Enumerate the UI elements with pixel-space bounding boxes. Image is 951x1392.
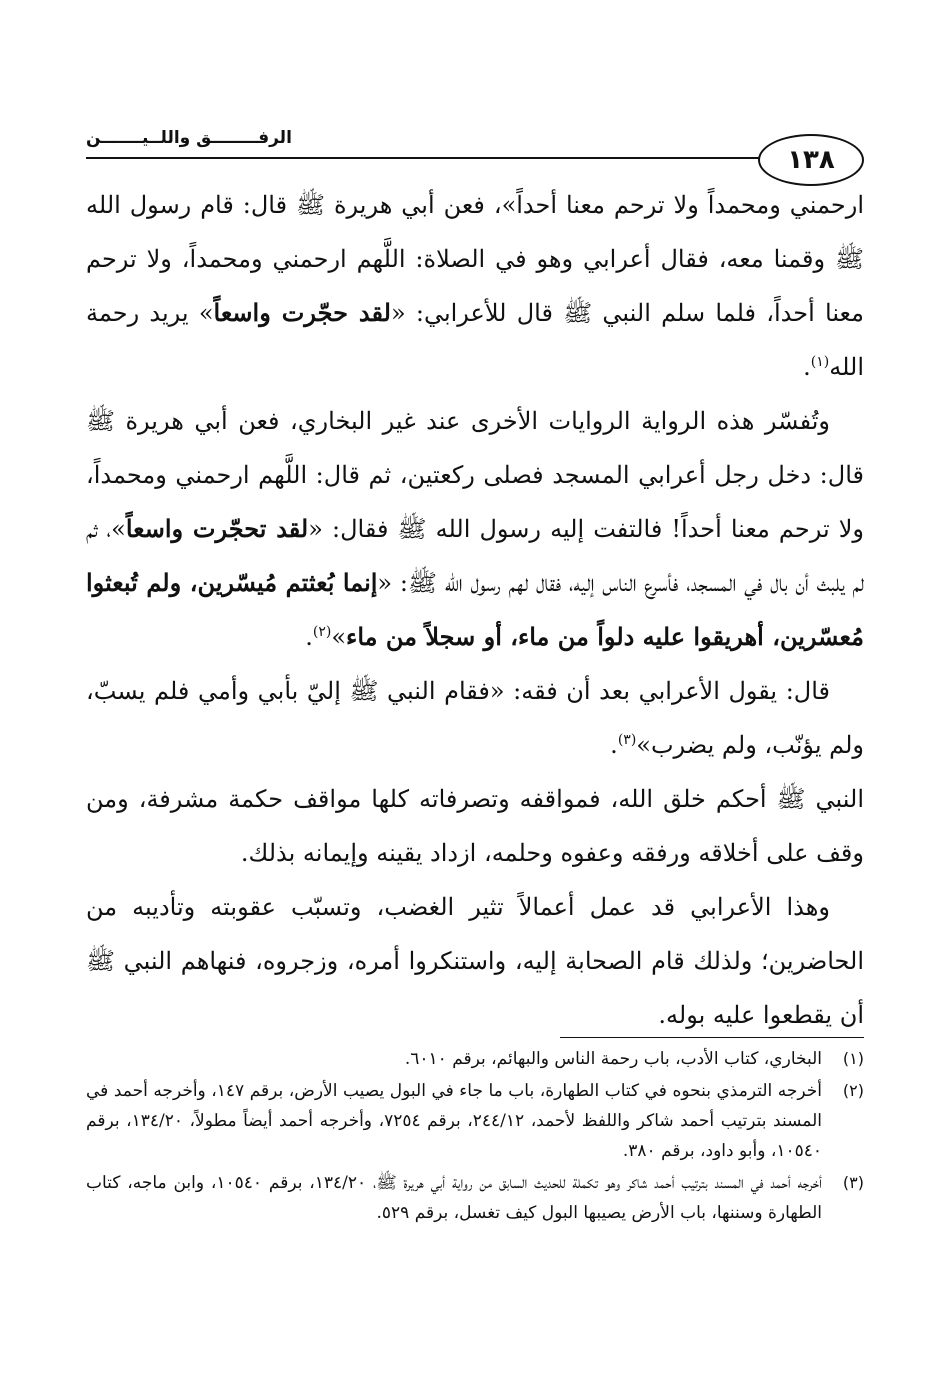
- footnotes: [86, 1044, 864, 1230]
- footnote-number: (٢): [842, 1081, 864, 1100]
- paragraph-2: [86, 394, 864, 664]
- footnote-2: [86, 1076, 864, 1166]
- hadith-quote-bold: لقد حجّرت واسعاً: [213, 298, 391, 327]
- paragraph-4: [86, 772, 864, 880]
- footnote-ref-1: (١): [810, 354, 830, 370]
- paragraph-4-text: النبي ﷺ أحكم خلق الله، فمواقفه وتصرفاته كلها مواقف حكمة مشرفة، ومن وقف على أخلاقه ورفقه وعفوه وحلمه، ازداد يقينه وإيمانه بذلك.: [86, 785, 864, 867]
- footnote-text: أخرجه أحمد في المسند بترتيب أحمد شاكر وهو تكملة للحديث السابق من رواية أبي هريرة ﷺ، ١٣٤/٢٠، برقم ١٠٥٤٠، وابن ماجه، كتاب الطهارة وسننها، باب الأرض يصيبها البول كيف تغسل، برقم ٥٢٩.: [86, 1173, 822, 1223]
- footnote-3: [86, 1168, 864, 1228]
- paragraph-2-text-e: »: [331, 623, 347, 651]
- paragraph-3-text-a: قال: يقول الأعرابي بعد أن فقه: «فقام النبي ﷺ إليّ بأبي وأمي فلم يسبّ، ولم يؤنّب، ولم يضرب»: [86, 677, 864, 759]
- paragraph-3-text-b: .: [610, 731, 618, 759]
- footnote-number: (٣): [842, 1173, 864, 1192]
- paragraph-1: [86, 178, 864, 394]
- paragraph-5: [86, 880, 864, 1042]
- page-number-text: ١٣٨: [787, 145, 835, 175]
- paragraph-2-text-f: .: [305, 623, 313, 651]
- paragraph-1-text-d: .: [803, 353, 811, 381]
- footnote-1: [86, 1044, 864, 1074]
- paragraph-3: [86, 664, 864, 772]
- paragraph-1-text-c: » يريد رحمة الله: [86, 299, 864, 381]
- footnote-text: أخرجه الترمذي بنحوه في كتاب الطهارة، باب ما جاء في البول يصيب الأرض، برقم ١٤٧، وأخرجه أحمد في المسند بترتيب أحمد شاكر واللفظ لأحمد، ٢٤٤/١٢، برقم ٧٢٥٤، وأخرجه أحمد أيضاً مطولاً، ١٣٤/٢٠، برقم ١٠٥٤٠، وأبو داود، برقم ٣٨٠.: [86, 1081, 822, 1161]
- main-text: [86, 178, 864, 1042]
- footnote-number: (١): [842, 1049, 864, 1068]
- footnote-ref-2: (٢): [312, 624, 332, 640]
- footnote-text: البخاري، كتاب الأدب، باب رحمة الناس والبهائم، برقم ٦٠١٠.: [404, 1049, 822, 1069]
- paragraph-2-text-c: »، ثم لم يلبث أن بال في المسجد، فأسرع الناس إليه، فقال لهم رسول الله ﷺ: «: [86, 515, 864, 597]
- hadith-quote-bold: إنما بُعثتم مُيسّرين، ولم تُبعثوا مُعسّرين، أهريقوا عليه دلواً من ماء، أو سجلاً من ماء: [86, 568, 864, 651]
- page-number: [758, 134, 864, 186]
- paragraph-1-text-a: ارحمني ومحمداً ولا ترحم معنا أحداً»، فعن أبي هريرة ﷺ قال: قام رسول الله ﷺ وقمنا معه، فقال أعرابي وهو في الصلاة: اللَّهم ارحمني ومحمداً، ولا ترحم معنا أحداً، فلما سلم النبي ﷺ قال للأعرابي: «: [86, 191, 864, 327]
- header-rule: [86, 157, 762, 159]
- paragraph-5-text: وهذا الأعرابي قد عمل أعمالاً تثير الغضب، وتسبّب عقوبته وتأديبه من الحاضرين؛ ولذلك قام الصحابة إليه، واستنكروا أمره، وزجروه، فنهاهم النبي ﷺ أن يقطعوا عليه بوله.: [86, 893, 864, 1029]
- footnote-ref-3: (٣): [617, 732, 637, 748]
- hadith-quote-bold: لقد تحجّرت واسعاً: [125, 514, 309, 543]
- paragraph-2-text-a: وتُفسّر هذه الرواية الروايات الأخرى عند غير البخاري، فعن أبي هريرة ﷺ قال: دخل رجل أعرابي المسجد فصلى ركعتين، ثم قال: اللَّهم ارحمني ومحمداً، ولا ترحم معنا أحداً! فالتفت إليه رسول الله ﷺ فقال: «: [86, 407, 864, 543]
- footnote-separator: [560, 1037, 864, 1038]
- running-title: الرفــــــــق واللــيـــــــن: [86, 128, 292, 148]
